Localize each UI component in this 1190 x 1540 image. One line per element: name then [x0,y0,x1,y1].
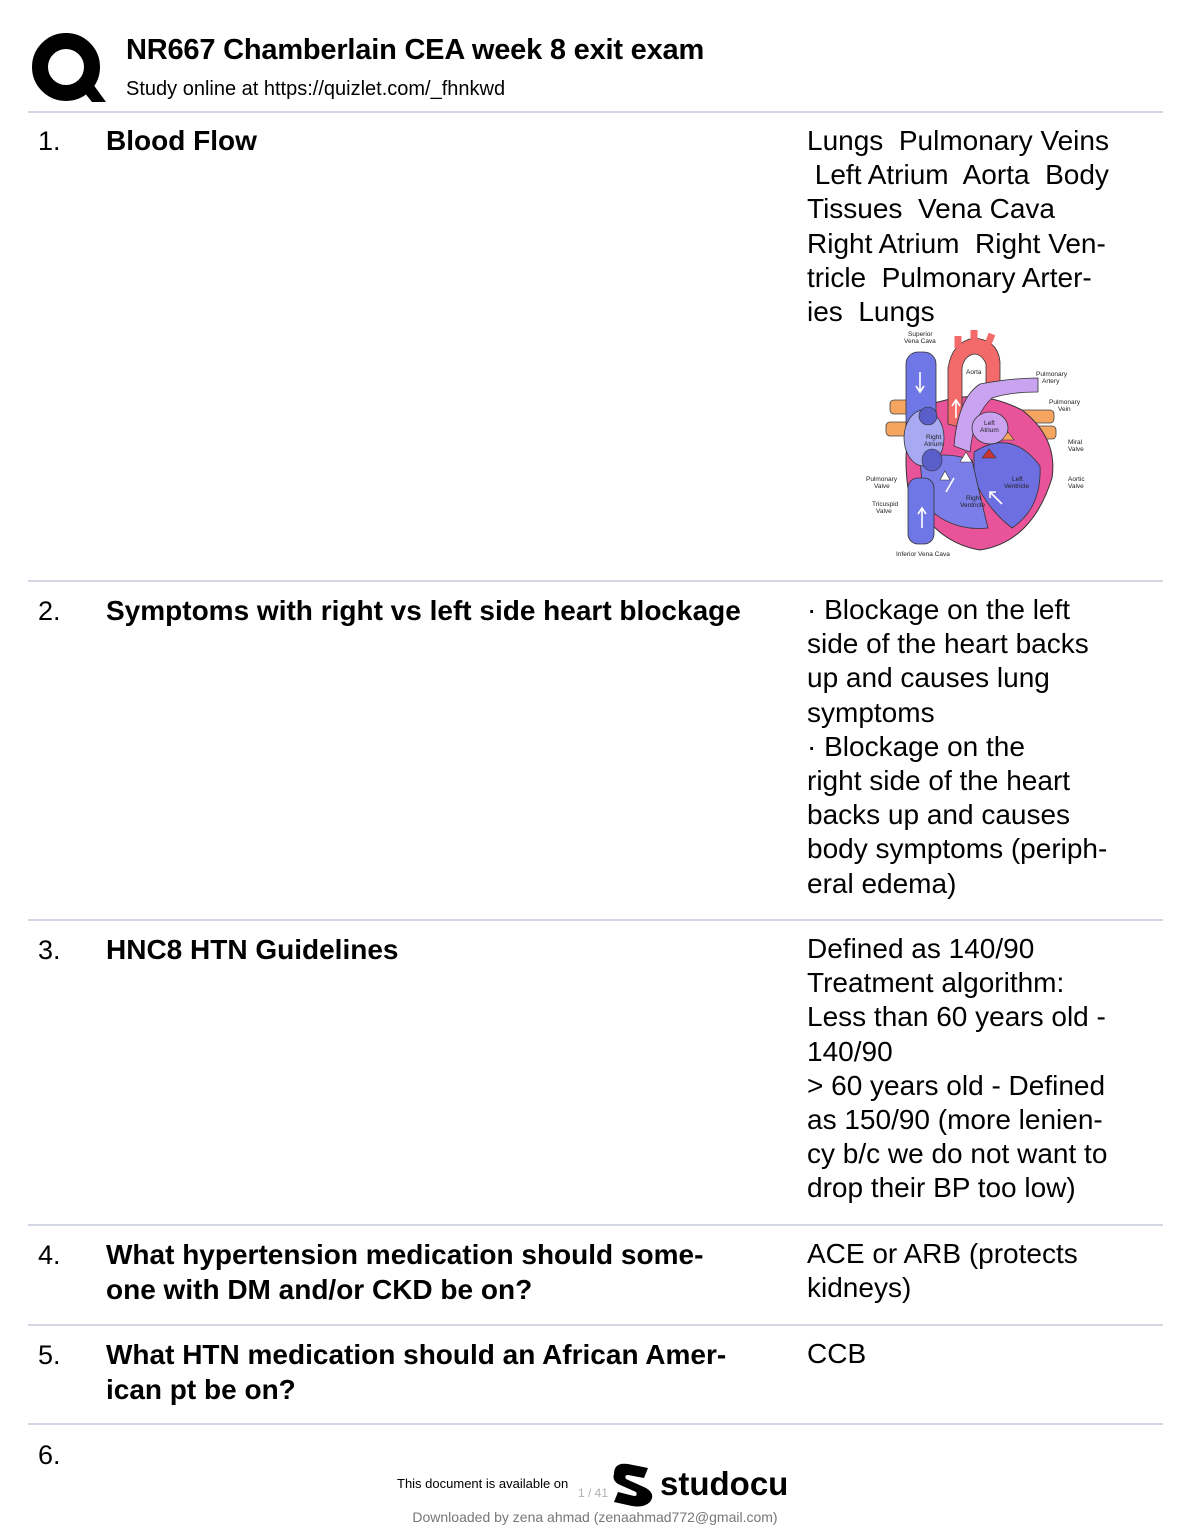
label-ra: Right [926,434,942,441]
divider [28,1423,1163,1425]
study-link[interactable]: Study online at https://quizlet.com/_fhnkwd [126,78,506,100]
svg-text:Artery: Artery [1042,378,1060,385]
label-lv: Left [1012,476,1023,483]
card-term: Blood Flow [106,125,257,156]
card-term: What HTN medication should an African Amer- ican pt be on? [106,1339,727,1405]
svg-text:Atrium: Atrium [924,441,943,448]
label-rv: Right [966,495,982,502]
label-pa: Pulmonary [1036,371,1068,378]
card-number: 6. [38,1440,61,1470]
card-term: HNC8 HTN Guidelines [106,934,399,965]
label-la: Left [984,420,995,427]
svg-text:Ventricle: Ventricle [960,502,985,509]
inferior-vena-cava [908,478,934,544]
card-definition: · Blockage on the left side of the heart backs up and causes lung symptoms · Blockage on the right side of the heart backs up and causes body symptoms (periph- eral edema) [807,594,1108,899]
header [0,0,1190,112]
label-pv: Pulmonary [1049,399,1081,406]
svg-text:Atrium: Atrium [980,427,999,434]
svg-text:Valve: Valve [1068,483,1084,490]
quizlet-logo-icon [30,30,106,106]
divider [28,111,1163,113]
card-definition: CCB [807,1338,867,1369]
card-number: 1. [38,126,61,156]
divider [28,1224,1163,1226]
svg-text:Valve: Valve [876,508,892,515]
svg-text:Vena Cava: Vena Cava [904,338,936,345]
card-term: Symptoms with right vs left side heart blockage [106,595,741,626]
availability-text: This document is available on [397,1476,569,1491]
label-tricuspid: Tricuspid [872,501,899,508]
divider [28,1324,1163,1326]
heart-diagram-image [862,328,1092,560]
card-number: 2. [38,596,61,626]
divider [28,919,1163,921]
label-pulm-valve: Pulmonary [866,476,898,483]
divider [28,580,1163,582]
card-definition: Defined as 140/90 Treatment algorithm: Less than 60 years old - 140/90 > 60 years old - Defined as 150/90 (more lenien- cy b/c we do not want to drop their BP too low) [807,933,1108,1204]
svg-text:Valve: Valve [874,483,890,490]
page-title: NR667 Chamberlain CEA week 8 exit exam [126,34,705,66]
download-credit: Downloaded by zena ahmad (zenaahmad772@gmail.com) [412,1509,778,1525]
card-definition: ACE or ARB (protects kidneys) [807,1238,1078,1304]
studocu-brand: studocu [660,1465,789,1502]
card-number: 5. [38,1340,61,1370]
page-indicator: 1 / 41 [578,1486,609,1500]
card-number: 4. [38,1240,61,1270]
label-aorta: Aorta [966,369,982,376]
label-svc: Superior [908,331,933,338]
studocu-logo-icon[interactable] [610,1460,810,1508]
svg-text:Valve: Valve [1068,446,1084,453]
card-number: 3. [38,935,61,965]
label-ivc: Inferior Vena Cava [896,551,950,558]
card-definition: Lungs Pulmonary Veins Left Atrium Aorta Body Tissues Vena Cava Right Atrium Right Ven- tricle Pulmonary Arter- ies Lungs [807,125,1109,328]
label-mitral: Miral [1068,439,1083,446]
svg-text:Vein: Vein [1058,406,1071,413]
svg-text:Ventricle: Ventricle [1004,483,1029,490]
card-term: What hypertension medication should some- one with DM and/or CKD be on? [106,1239,704,1305]
label-aortic: Aortic [1068,476,1085,483]
